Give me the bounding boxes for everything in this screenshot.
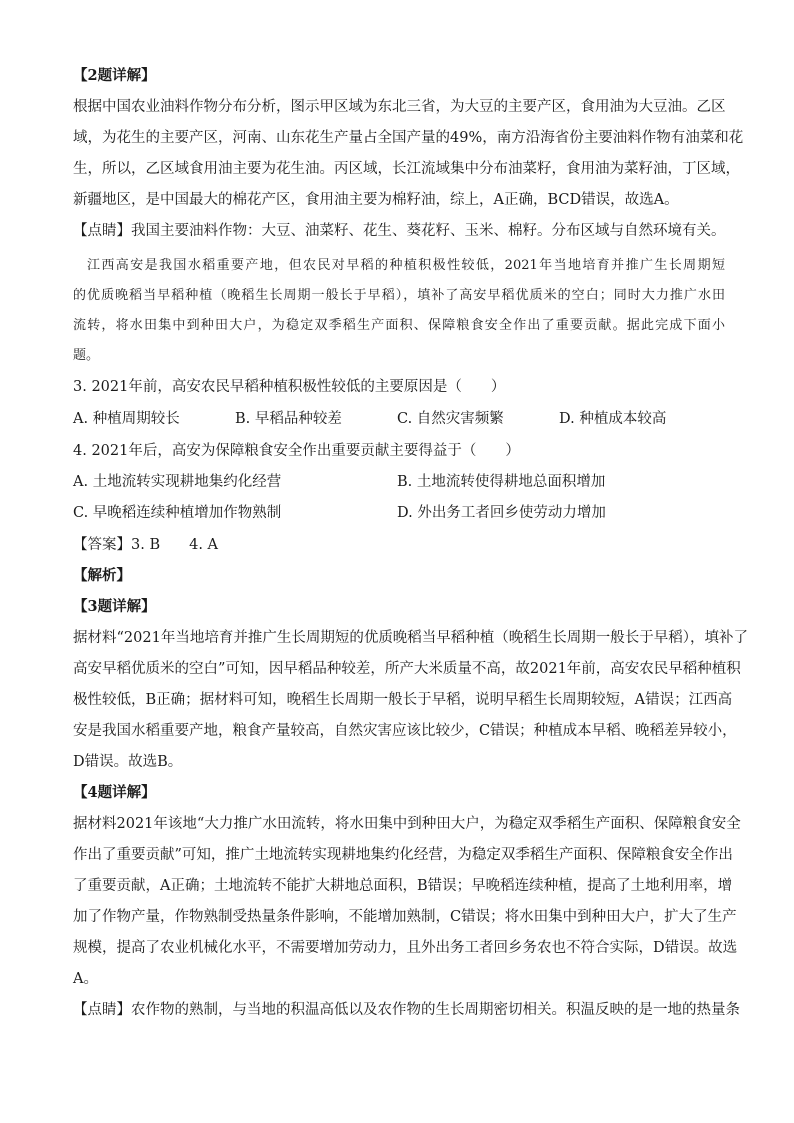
section-heading-q2-detail: 【2题详解】 [73, 67, 156, 84]
answer-line: 【答案】3. B 4. A [73, 537, 219, 553]
body-line: 安是我国水稻重要产地，粮食产量较高，自然灾害应该比较少，C错误；种植成本早稻、晚稻差异较小， [73, 723, 737, 739]
q3-option-a: A. 种植周期较长 [73, 411, 180, 427]
material-passage-line: 流转，将水田集中到种田大户，为稳定双季稻生产面积、保障粮食安全作出了重要贡献。据此完成下面小 [73, 318, 725, 333]
body-line: 生，所以，乙区域食用油主要为花生油。丙区域，长江流域集中分布油菜籽，食用油为菜籽油，丁区域， [73, 161, 740, 177]
material-passage-line: 江西高安是我国水稻重要产地，但农民对早稻的种植积极性较低，2021年当地培育并推广生长周期短 [87, 258, 725, 273]
body-line: 新疆地区，是中国最大的棉花产区，食用油主要为棉籽油，综上，A正确，BCD错误，故选A。 [73, 192, 679, 208]
body-line: 根据中国农业油料作物分布分析，图示甲区域为东北三省，为大豆的主要产区，食用油为大豆油。乙区 [73, 99, 726, 115]
question-3-stem: 3. 2021年前，高安农民早稻种植积极性较低的主要原因是（ ） [73, 379, 506, 395]
body-line: 加了作物产量，作物熟制受热量条件影响，不能增加熟制，C错误；将水田集中到种田大户，扩大了生产 [73, 909, 737, 925]
analysis-heading: 【解析】 [73, 567, 131, 584]
q4-option-b: B. 土地流转使得耕地总面积增加 [397, 474, 606, 490]
body-line: 据材料2021年该地“大力推广水田流转，将水田集中到种田大户，为稳定双季稻生产面积、保障粮食安全 [73, 816, 741, 832]
body-line: D错误。故选B。 [73, 754, 183, 770]
question-4-stem: 4. 2021年后，高安为保障粮食安全作出重要贡献主要得益于（ ） [73, 443, 520, 459]
q4-option-a: A. 土地流转实现耕地集约化经营 [73, 474, 282, 490]
body-line: 域，为花生的主要产区，河南、山东花生产量占全国产量的49%，南方沿海省份主要油料作物有油菜和花 [73, 130, 744, 146]
q4-option-d: D. 外出务工者回乡使劳动力增加 [397, 505, 606, 521]
material-passage-line: 的优质晚稻当早稻种植（晚稻生长周期一般长于早稻），填补了高安早稻优质米的空白；同时大力推广水田 [73, 288, 725, 303]
body-line: 极性较低，B正确；据材料可知，晚稻生长周期一般长于早稻，说明早稻生长周期较短，A错误；江西高 [73, 692, 733, 708]
body-line: 规模，提高了农业机械化水平，不需要增加劳动力，且外出务工者回乡务农也不符合实际，D错误。故选 [73, 940, 738, 956]
section-heading-q3-detail: 【3题详解】 [73, 598, 156, 615]
section-heading-q4-detail: 【4题详解】 [73, 784, 156, 801]
q3-option-b: B. 早稻品种较差 [235, 411, 342, 427]
tip-line: 【点睛】我国主要油料作物：大豆、油菜籽、花生、葵花籽、玉米、棉籽。分布区域与自然环境有关。 [73, 223, 726, 239]
body-line: A。 [73, 971, 98, 987]
body-line: 了重要贡献，A正确；土地流转不能扩大耕地总面积，B错误；早晚稻连续种植，提高了土地利用率，增 [73, 878, 733, 894]
q4-option-c: C. 早晚稻连续种植增加作物熟制 [73, 505, 282, 521]
body-line: 作出了重要贡献”可知，推广土地流转实现耕地集约化经营，为稳定双季稻生产面积、保障粮食安全作出 [73, 847, 733, 863]
material-passage-line: 题。 [73, 348, 100, 363]
body-line: 据材料“2021年当地培育并推广生长周期短的优质晚稻当早稻种植（晚稻生长周期一般长于早稻），填补了 [73, 630, 749, 646]
tip-line: 【点睛】农作物的熟制，与当地的积温高低以及农作物的生长周期密切相关。积温反映的是一地的热量条 [73, 1002, 740, 1018]
q3-option-c: C. 自然灾害频繁 [397, 411, 504, 427]
q3-option-d: D. 种植成本较高 [559, 411, 667, 427]
body-line: 高安早稻优质米的空白”可知，因早稻品种较差，所产大米质量不高，故2021年前，高安农民早稻种植积 [73, 661, 741, 677]
